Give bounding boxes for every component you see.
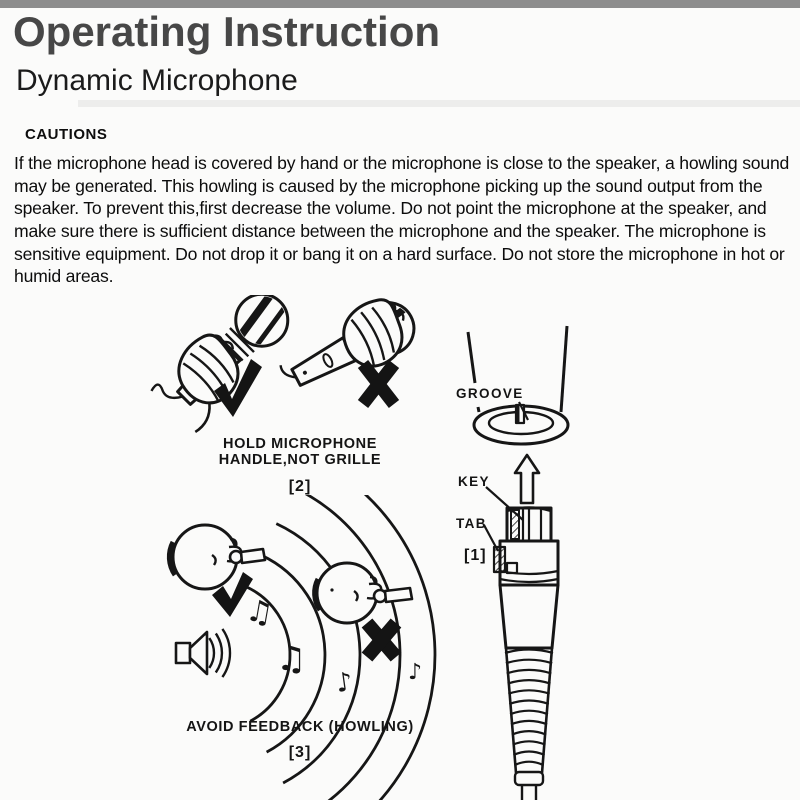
hold-caption-line1: HOLD MICROPHONE: [223, 436, 377, 452]
key-label: KEY: [458, 474, 490, 489]
hold-caption-line2: HANDLE,NOT GRILLE: [218, 451, 382, 468]
cautions-paragraph: If the microphone head is covered by hand or the microphone is close to the speaker, a howling sound may be generated. This howling is caused by the microphone picking up the sound output from the speaker. To prevent this,first decrease the volume. Do not point the microphone at the speaker, and make sure there is sufficient distance between the microphone and the speaker. The microphone is sensitive equipment. Do not drop it or bang it on a hard surface. Do not store the microphone in hot or humid areas.: [14, 153, 790, 287]
scan-artifact-streak: [78, 100, 800, 107]
hold-figure-caption: [165, 437, 435, 495]
singer-wrong-drawing: [315, 563, 412, 623]
up-arrow-icon: [515, 455, 539, 503]
hold-figure-number: [2]: [288, 477, 312, 495]
xlr-plug-drawing: [494, 508, 558, 800]
music-note-icon: ♫: [243, 592, 276, 633]
feedback-figure-number: [3]: [288, 744, 312, 761]
x-icon: [363, 364, 394, 404]
connector-figure-number: [1]: [464, 547, 487, 564]
feedback-caption-text: AVOID FEEDBACK (HOWLING): [186, 719, 414, 735]
music-note-icon: ♪: [408, 660, 423, 685]
figure-hold-microphone: [130, 295, 440, 440]
page-subtitle: Dynamic Microphone: [16, 64, 298, 97]
cautions-heading: CAUTIONS: [25, 126, 108, 143]
speaker-icon: [176, 632, 207, 674]
x-icon: [367, 623, 396, 657]
music-note-icon: ♪: [333, 666, 355, 700]
strain-relief-ribs: [505, 650, 553, 766]
hold-microphone-drawing: [130, 295, 440, 440]
music-note-icon: ♫: [276, 639, 307, 679]
groove-label: GROOVE: [456, 386, 524, 401]
microphone-barrel-drawing: [468, 326, 568, 444]
microphone-wrong-grip-drawing: [273, 295, 424, 407]
scan-artifact-band: [0, 0, 800, 8]
feedback-figure-caption: [130, 719, 470, 762]
tab-label: TAB: [456, 516, 487, 531]
page-title: Operating Instruction: [13, 8, 441, 55]
microphone-correct-grip-drawing: [148, 295, 303, 434]
